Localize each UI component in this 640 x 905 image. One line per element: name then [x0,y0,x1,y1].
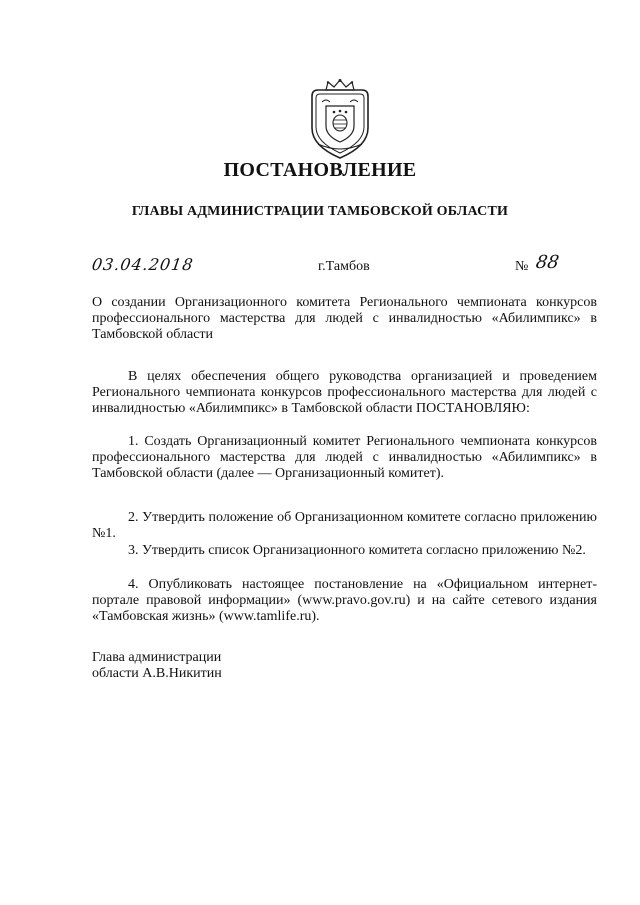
document-subtitle: ГЛАВЫ АДМИНИСТРАЦИИ ТАМБОВСКОЙ ОБЛАСТИ [131,204,509,219]
resolution-item-2: 2. Утвердить положение об Организационном комитете согласно приложению №1. [92,510,597,541]
document-title: ПОСТАНОВЛЕНИЕ [223,159,417,181]
handwritten-date: 03.04.2018 [90,255,195,274]
document-subject: О создании Организационного комитета Регионального чемпионата конкурсов профессионального мастерства для людей с инвалидностью «Абилимпикс» в Тамбовской области [92,295,597,342]
signature-block [92,650,222,682]
preamble-paragraph: В целях обеспечения общего руководства организацией и проведением Регионального чемпионата конкурсов профессионального мастерства для людей с инвалидностью «Абилимпикс» в Тамбовской области ПОСТАНОВЛЯЮ: [92,369,597,416]
resolution-item-3: 3. Утвердить список Организационного комитета согласно приложению №2. [128,543,586,558]
resolution-item-4: 4. Опубликовать настоящее постановление на «Официальном интернет-портале правовой информации» (www.pravo.gov.ru) и на сайте сетевого издания «Тамбовская жизнь» (www.tamlife.ru). [92,577,597,624]
document-city: г.Тамбов [318,259,370,274]
signature-position: Глава администрации [92,650,222,665]
handwritten-document-number: 88 [534,252,561,273]
resolution-item-1: 1. Создать Организационный комитет Регионального чемпионата конкурсов профессионального мастерства для людей с инвалидностью «Абилимпикс» в Тамбовской области (далее — Организационный комитет). [92,434,597,481]
number-sign: № [515,259,529,274]
coat-of-arms-emblem-icon [304,78,376,160]
signature-name: области А.В.Никитин [92,666,222,681]
